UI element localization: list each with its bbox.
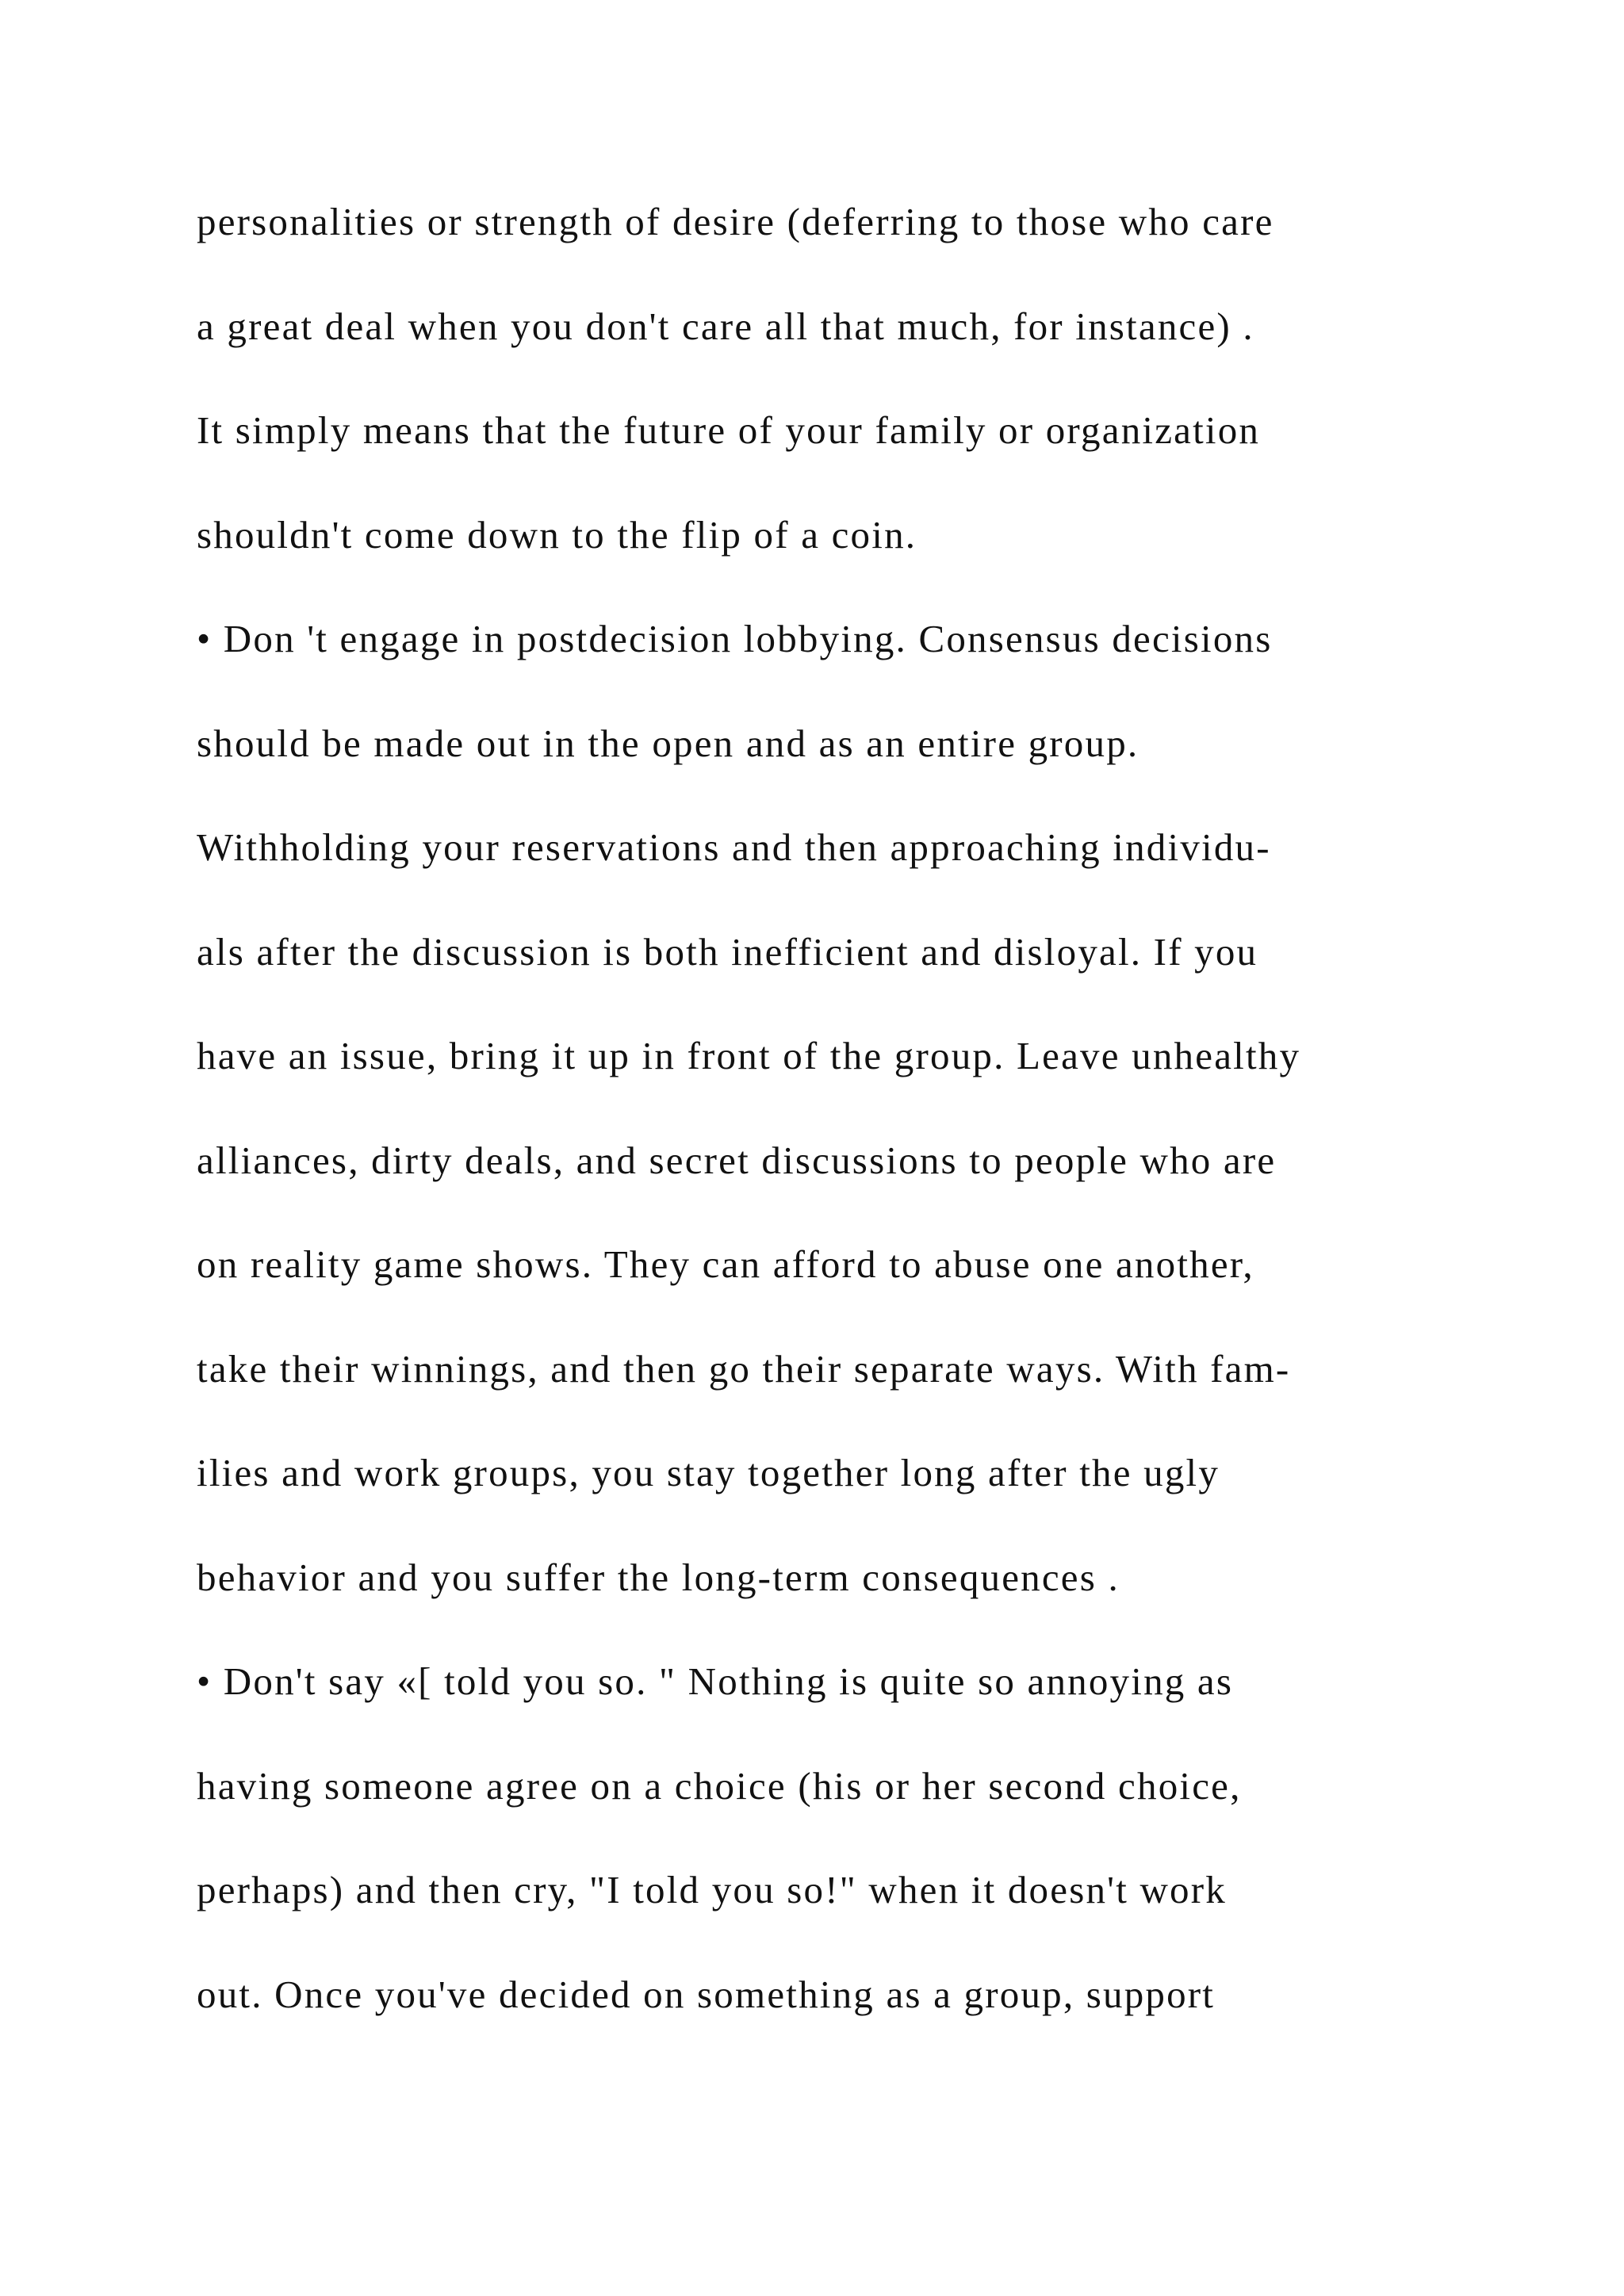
text-line: It simply means that the future of your family or organization [197,408,1261,452]
text-line: have an issue, bring it up in front of the group. Leave unhealthy [197,1034,1301,1077]
text-line: should be made out in the open and as an entire group. [197,721,1139,765]
text-line: on reality game shows. They can afford to abuse one another, [197,1242,1254,1286]
text-line: out. Once you've decided on something as a group, support [197,1972,1216,2016]
body-text [197,190,1465,2067]
text-line: take their winnings, and then go their separate ways. With fam- [197,1346,1291,1391]
text-line: perhaps) and then cry, "I told you so!" when it doesn't work [197,1868,1227,1911]
bullet-line: • Don't say «[ told you so. " Nothing is quite so annoying as [197,1659,1234,1703]
text-line: a great deal when you don't care all that much, for instance) . [197,304,1254,348]
text-line: personalities or strength of desire (deferring to those who care [197,200,1274,243]
text-line: alliances, dirty deals, and secret discussions to people who are [197,1138,1277,1182]
text-line: Withholding your reservations and then approaching individu- [197,825,1271,869]
text-line: behavior and you suffer the long-term consequences . [197,1555,1120,1599]
text-line: ilies and work groups, you stay together long after the ugly [197,1451,1220,1494]
text-line: als after the discussion is both inefficient and disloyal. If you [197,929,1258,974]
bullet-line: • Don 't engage in postdecision lobbying. Consensus decisions [197,617,1273,660]
text-line: having someone agree on a choice (his or her second choice, [197,1763,1242,1808]
text-line: shouldn't come down to the flip of a coin. [197,512,917,557]
